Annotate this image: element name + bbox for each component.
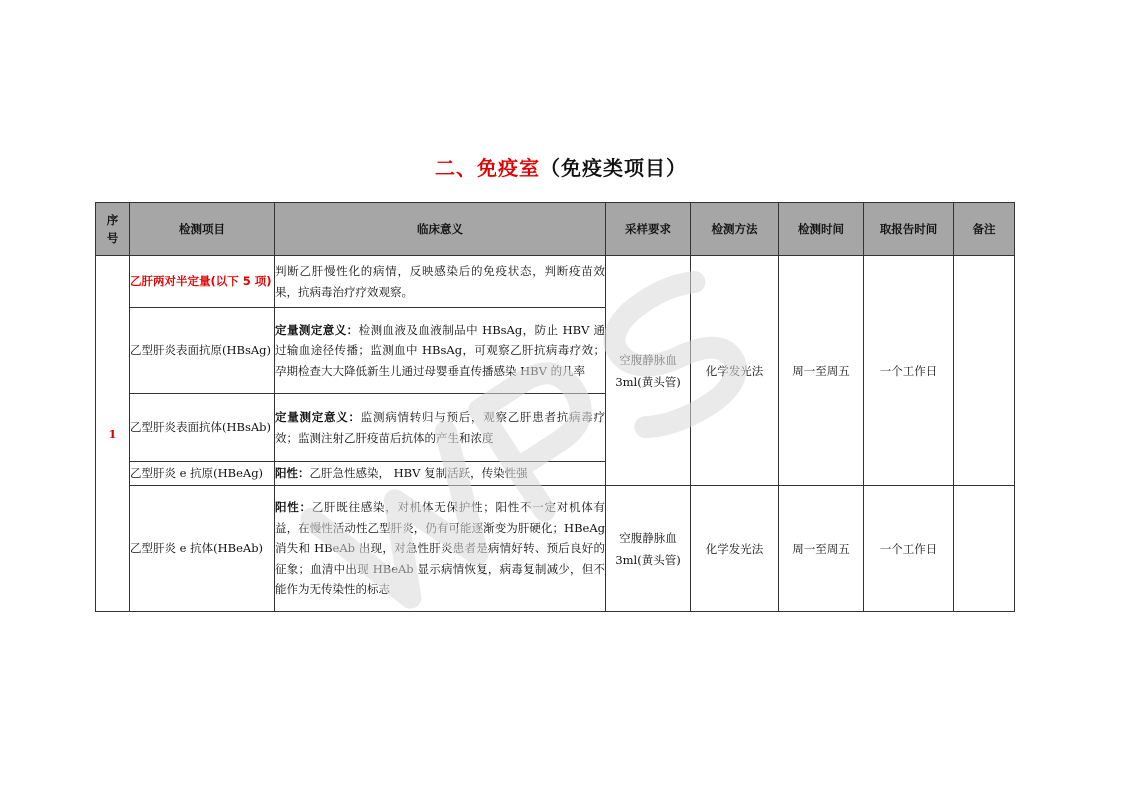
- sample-cell: 空腹静脉血 3ml(黄头管): [606, 486, 691, 612]
- significance-label: 定量测定意义：: [275, 322, 359, 337]
- seq-number: 1: [96, 256, 130, 612]
- header-method: 检测方法: [691, 203, 779, 256]
- time-cell: 周一至周五: [779, 486, 864, 612]
- item-cell: [130, 486, 275, 612]
- header-significance: 临床意义: [275, 203, 606, 256]
- significance-label: 阳性：: [275, 500, 312, 515]
- significance-label: 定量测定意义：: [275, 410, 361, 424]
- time-cell: 周一至周五: [779, 256, 864, 486]
- item-cell: [130, 462, 275, 486]
- item-name: 乙型肝炎表面抗原(HBsAg): [130, 343, 272, 357]
- item-name: 乙型肝炎 e 抗体(HBeAb): [130, 541, 264, 555]
- table-row: [96, 486, 1015, 612]
- sample-cell: 空腹静脉血 3ml(黄头管): [606, 256, 691, 486]
- header-report: 取报告时间: [864, 203, 954, 256]
- significance-cell: [275, 394, 606, 462]
- note-cell: [954, 486, 1015, 612]
- significance-text: 乙肝急性感染， HBV 复制活跃，传染性强: [309, 466, 528, 481]
- immunology-table: [95, 202, 1015, 612]
- item-cell: [130, 308, 275, 394]
- header-sample: 采样要求: [606, 203, 691, 256]
- report-cell: 一个工作日: [864, 256, 954, 486]
- report-cell: 一个工作日: [864, 486, 954, 612]
- header-seq: 序号: [96, 203, 130, 256]
- significance-label: 阳性：: [275, 466, 310, 481]
- item-cell: [130, 394, 275, 462]
- significance-text: 检测血液及血液制品中 HBsAg，防止 HBV 通过输血途径传播；监测血中 HBsAg，可观察乙肝抗病毒疗效；孕期检查大大降低新生儿通过母婴垂直传播感染 HBV 的几率: [275, 322, 605, 378]
- significance-cell: [275, 486, 606, 612]
- item-name: 乙型肝炎 e 抗原(HBeAg): [130, 466, 264, 480]
- note-cell: [954, 256, 1015, 486]
- significance-text: 判断乙肝慢性化的病情，反映感染后的免疫状态，判断疫苗效果，抗病毒治疗疗效观察。: [275, 264, 605, 299]
- significance-cell: [275, 256, 606, 308]
- item-name: 乙肝两对半定量(以下 5 项): [130, 274, 272, 288]
- method-cell: 化学发光法: [691, 256, 779, 486]
- significance-cell: [275, 308, 606, 394]
- significance-cell: [275, 462, 606, 486]
- significance-text: 乙肝既往感染，对机体无保护性；阳性不一定对机体有益，在慢性活动性乙型肝炎，仍有可能逐渐变为肝硬化；HBeAg 消失和 HBeAb 出现，对急性肝炎患者是病情好转、预后良好的征象；血清中出现 HBeAb 显示病情恢复，病毒复制减少，但不能作为无传染性的标志: [275, 500, 605, 597]
- significance-text: 监测病情转归与预后，观察乙肝患者抗病毒疗效；监测注射乙肝疫苗后抗体的产生和浓度: [275, 410, 605, 445]
- header-item: 检测项目: [130, 203, 275, 256]
- header-note: 备注: [954, 203, 1015, 256]
- item-name: 乙型肝炎表面抗体(HBsAb): [130, 420, 272, 434]
- item-cell: [130, 256, 275, 308]
- method-cell: 化学发光法: [691, 486, 779, 612]
- header-row: [96, 203, 1015, 256]
- title-main: 二、免疫室: [435, 156, 540, 180]
- table-row: [96, 256, 1015, 308]
- title-sub: （免疫类项目）: [540, 156, 687, 180]
- page-title: [0, 152, 1122, 181]
- header-time: 检测时间: [779, 203, 864, 256]
